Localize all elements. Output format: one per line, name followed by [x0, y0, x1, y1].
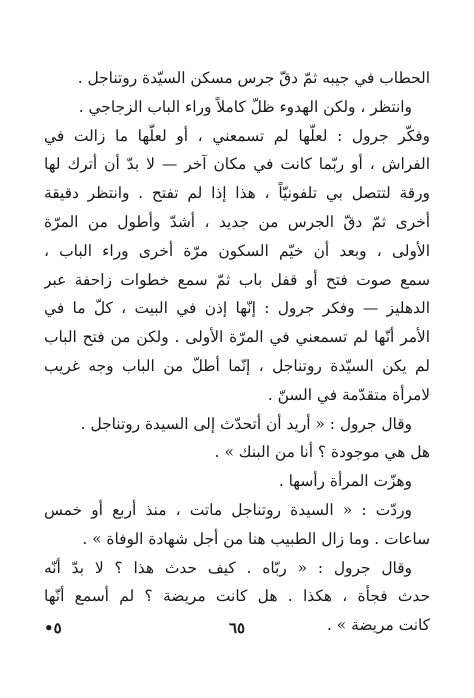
text-line: الدهليز — وفكر جرول : إنّها إذن في البيت ، كلّ ما في: [44, 299, 430, 318]
text-line: وفكّر جرول : لعلّها لم تسمعني ، أو لعلّها ما زالت في: [44, 126, 430, 145]
text-line: أخرى ثمّ دقّ الجرس من جديد ، أشدّ وأطول من المرّة: [44, 212, 430, 231]
text-line: الأمر أنّها لم تسمعني في المرّة الأولى . ولكن من فتح الباب: [44, 328, 430, 347]
text-line: سمع صوت فتح أو قفل باب ثمّ سمع خطوات زاحفة عبر: [44, 270, 430, 289]
text-line: وهزّت المرأة رأسها .: [278, 472, 412, 491]
text-line: حدث فجأة ، هكذا . هل كانت مريضة ؟ لم أسمع أنّها: [44, 587, 430, 606]
text-line: الأولى ، وبعد أن خيّم السكون مرّة أخرى وراء الباب ،: [44, 241, 430, 260]
text-line: الفراش ، أو ربّما كانت في مكان آخر — لا بدّ أن أترك لها: [44, 155, 430, 174]
text-line: لم يكن السيّدة روتناجل ، إنّما أطلّ من الباب وجه غريب: [44, 356, 430, 375]
text-line: الحطاب في جيبه ثمّ دقّ جرس مسكن السيّدة روتناجل .: [77, 69, 430, 87]
text-line: كانت مريضة » .: [326, 616, 430, 635]
text-line: ورقة لتتصل بي تلفونيّاً ، هذا إذا لم تفتح . وانتظر دقيقة: [44, 184, 430, 203]
text-line: هل هي موجودة ؟ أنا من البنك » .: [214, 443, 430, 462]
body-text: [44, 64, 430, 640]
text-line: وانتظر ، ولكن الهدوء ظلّ كاملاً وراء الباب الزجاجي .: [78, 97, 412, 116]
text-line: لامرأة متقدّمة في السنّ .: [267, 385, 430, 404]
text-line: ساعات . وما زال الطبيب هنا من أجل شهادة الوفاة » .: [82, 529, 430, 548]
page-footer: [44, 619, 430, 645]
text-line: وقال جرول : « ربّاه . كيف حدث هذا ؟ لا بدّ أنّه: [44, 558, 412, 577]
text-line: وقال جرول : « أريد أن أتحدّث إلى السيدة روتناجل .: [80, 414, 412, 433]
text-line: وردّت : « السيدة روتناجل ماتت ، منذ أربع أو خمس: [44, 500, 412, 519]
page-number: ٦٥: [228, 619, 246, 637]
signature-mark: ٥•: [44, 619, 62, 637]
